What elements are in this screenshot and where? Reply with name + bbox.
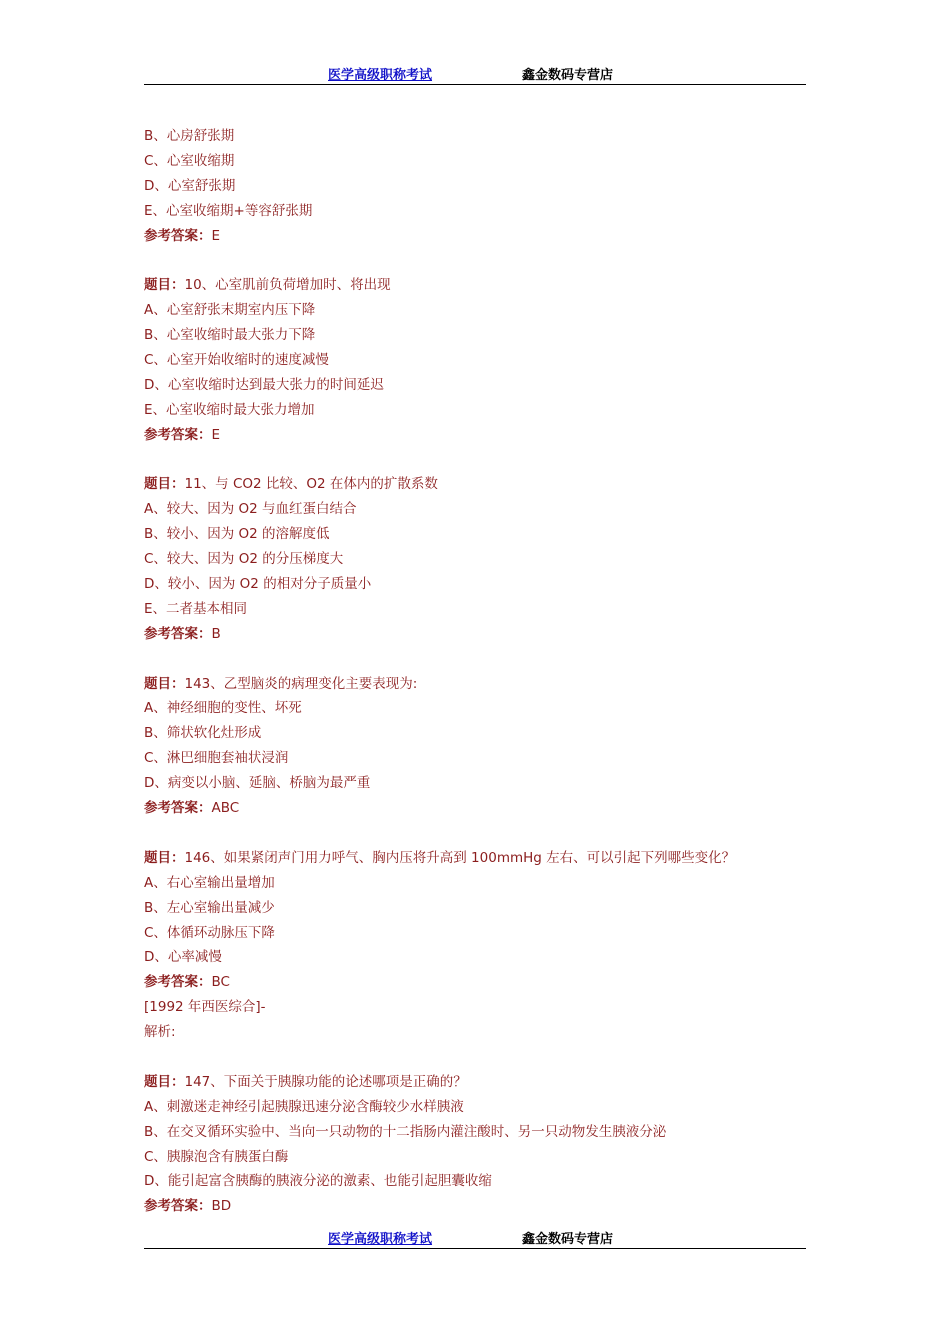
- answer-label: 参考答案：: [144, 1198, 212, 1215]
- question-block-146: [144, 846, 806, 1045]
- answer-value: BD: [211, 1198, 232, 1215]
- answer-line: [144, 1194, 806, 1219]
- question-text: 147、下面关于胰腺功能的论述哪项是正确的？: [184, 1073, 467, 1090]
- option-c: C、胰腺泡含有胰蛋白酶: [144, 1148, 289, 1165]
- answer-label: 参考答案：: [144, 625, 212, 642]
- question-label: 题目：: [144, 675, 185, 692]
- question-line: [144, 1070, 806, 1095]
- option-a: A、心室舒张末期室内压下降: [144, 302, 316, 319]
- option-e: E、心室收缩期+等容舒张期: [144, 202, 313, 219]
- question-text: 143、乙型脑炎的病理变化主要表现为:: [184, 675, 418, 692]
- answer-label: 参考答案：: [144, 426, 212, 443]
- answer-line: [144, 622, 806, 647]
- option-e: E、二者基本相同: [144, 600, 248, 617]
- option-d: D、心室收缩时达到最大张力的时间延迟: [144, 376, 384, 393]
- spacer: [144, 248, 806, 273]
- answer-value: BC: [211, 974, 230, 991]
- question-block-147: [144, 1070, 806, 1219]
- question-text: 11、与 CO2 比较、O2 在体内的扩散系数: [184, 476, 438, 493]
- question-block-11: [144, 472, 806, 646]
- spacer: [144, 647, 806, 672]
- question-line: [144, 846, 806, 871]
- header-exam-link[interactable]: 医学高级职称考试: [328, 68, 433, 83]
- question-line: [144, 472, 806, 497]
- question-line: [144, 672, 806, 697]
- spacer: [144, 448, 806, 473]
- option-a: A、较大、因为 O2 与血红蛋白结合: [144, 501, 357, 518]
- question-label: 题目：: [144, 277, 185, 294]
- question-block-10: [144, 273, 806, 447]
- spacer: [144, 1045, 806, 1070]
- footer-exam-link[interactable]: 医学高级职称考试: [328, 1232, 433, 1247]
- question-line: [144, 273, 806, 298]
- question-text: 146、如果紧闭声门用力呼气、胸内压将升高到 100mmHg 左右、可以引起下列哪些变化？: [184, 849, 736, 866]
- question-content: [144, 124, 806, 1219]
- answer-line: [144, 970, 806, 995]
- option-b: B、心室收缩时最大张力下降: [144, 327, 316, 344]
- page-header: [144, 62, 806, 85]
- question-text: 10、心室肌前负荷增加时、将出现: [184, 277, 391, 294]
- answer-value: ABC: [211, 800, 240, 817]
- answer-line: [144, 796, 806, 821]
- option-b: B、较小、因为 O2 的溶解度低: [144, 526, 330, 543]
- option-e: E、心室收缩时最大张力增加: [144, 401, 315, 418]
- question-block-143: [144, 672, 806, 821]
- option-d: D、心室舒张期: [144, 177, 236, 194]
- spacer: [144, 821, 806, 846]
- option-b: B、在交叉循环实验中、当向一只动物的十二指肠内灌注酸时、另一只动物发生胰液分泌: [144, 1123, 667, 1140]
- answer-label: 参考答案：: [144, 974, 212, 991]
- answer-line: [144, 224, 806, 249]
- option-a: A、刺激迷走神经引起胰腺迅速分泌含酶较少水样胰液: [144, 1098, 464, 1115]
- page-footer: [144, 1226, 806, 1249]
- option-a: A、右心室输出量增加: [144, 874, 275, 891]
- option-c: C、体循环动脉压下降: [144, 924, 275, 941]
- option-b: B、心房舒张期: [144, 128, 235, 144]
- option-c: C、淋巴细胞套袖状浸润: [144, 750, 289, 767]
- option-c: C、心室开始收缩时的速度减慢: [144, 352, 329, 369]
- answer-value: E: [211, 426, 221, 443]
- option-b: B、筛状软化灶形成: [144, 725, 262, 742]
- question-block-9: [144, 124, 806, 248]
- question-label: 题目：: [144, 1073, 185, 1090]
- question-label: 题目：: [144, 476, 185, 493]
- option-b: B、左心室输出量减少: [144, 899, 275, 916]
- source-note: [1992 年西医综合]-: [144, 999, 266, 1016]
- answer-label: 参考答案：: [144, 800, 212, 817]
- question-label: 题目：: [144, 849, 185, 866]
- option-c: C、较大、因为 O2 的分压梯度大: [144, 551, 344, 568]
- option-d: D、较小、因为 O2 的相对分子质量小: [144, 576, 372, 593]
- option-a: A、神经细胞的变性、坏死: [144, 700, 302, 717]
- option-d: D、心率减慢: [144, 949, 222, 966]
- option-d: D、病变以小脑、延脑、桥脑为最严重: [144, 775, 371, 792]
- answer-value: E: [211, 227, 221, 244]
- answer-label: 参考答案：: [144, 227, 212, 244]
- answer-value: B: [211, 625, 221, 642]
- answer-line: [144, 423, 806, 448]
- analysis-label: 解析:: [144, 1024, 176, 1041]
- option-c: C、心室收缩期: [144, 152, 235, 169]
- footer-shop-name: 鑫金数码专营店: [522, 1232, 614, 1247]
- header-shop-name: 鑫金数码专营店: [522, 68, 614, 83]
- option-d: D、能引起富含胰酶的胰液分泌的激素、也能引起胆囊收缩: [144, 1173, 492, 1190]
